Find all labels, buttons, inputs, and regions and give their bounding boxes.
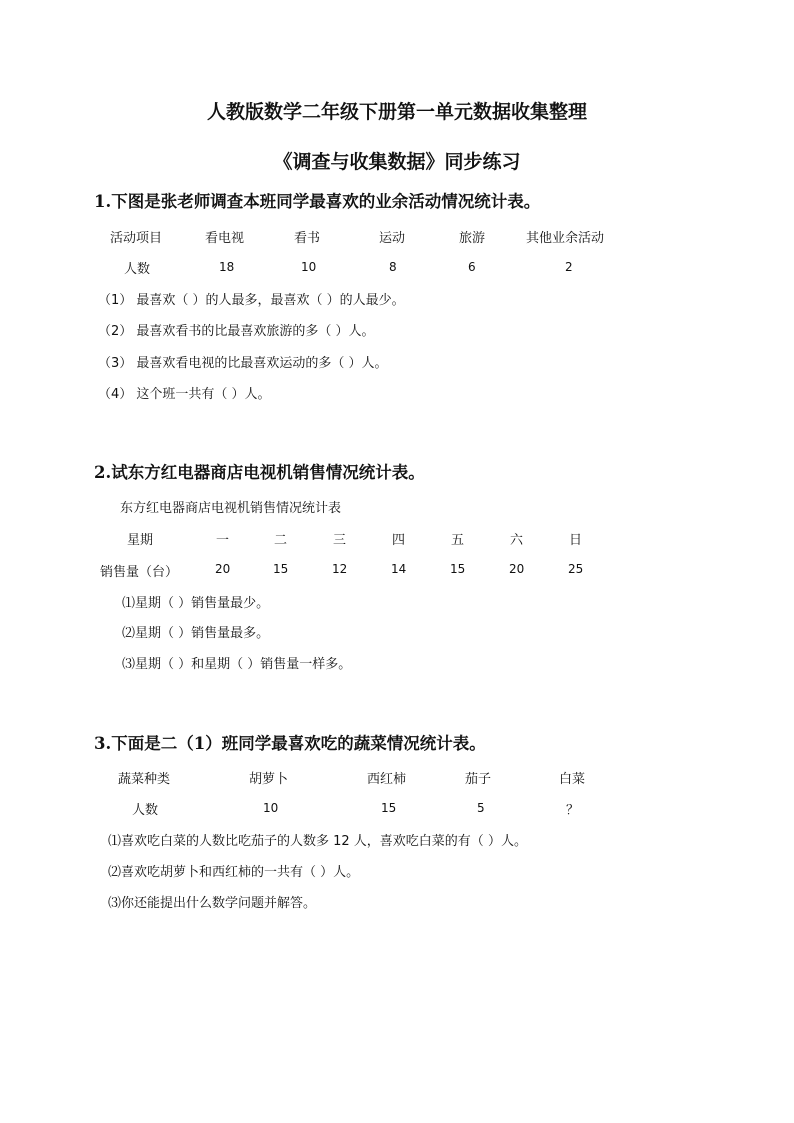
q2-header-cell: 五: [451, 533, 465, 548]
q2-item-1: ⑴星期（ ）销售量最少。: [122, 596, 270, 611]
q2-row-label: 销售量（台）: [100, 565, 179, 580]
q1-row-label: 人数: [124, 262, 151, 277]
q1-row-value: 2: [565, 260, 573, 274]
q1-row-value: 10: [301, 260, 317, 274]
q2-header-cell: 四: [392, 533, 406, 548]
q1-item-1: （1） 最喜欢（ ）的人最多，最喜欢（ ）的人最少。: [98, 293, 405, 308]
page-subtitle: 《调查与收集数据》同步练习: [273, 151, 521, 173]
q1-header-cell: 看书: [294, 231, 321, 246]
q3-header-cell: 蔬菜种类: [118, 772, 171, 787]
q2-item-3: ⑶星期（ ）和星期（ ）销售量一样多。: [122, 657, 352, 672]
q2-header-cell: 二: [274, 533, 288, 548]
q1-header-cell: 运动: [379, 231, 406, 246]
q1-row-value: 8: [389, 260, 397, 274]
q2-table-caption: 东方红电器商店电视机销售情况统计表: [120, 501, 342, 516]
q2-row-value: 20: [215, 562, 231, 576]
q3-heading: 3.下面是二（1）班同学最喜欢吃的蔬菜情况统计表。: [94, 734, 486, 753]
q2-row-value: 12: [332, 562, 348, 576]
q2-item-2: ⑵星期（ ）销售量最多。: [122, 626, 270, 641]
q1-item-2: （2） 最喜欢看书的比最喜欢旅游的多（ ）人。: [98, 324, 375, 339]
q2-header-cell: 日: [569, 533, 583, 548]
q2-row-value: 14: [391, 562, 407, 576]
q1-header-cell: 看电视: [205, 231, 245, 246]
q2-row-value: 15: [273, 562, 289, 576]
q2-row-value: 15: [450, 562, 466, 576]
q1-row-value: 18: [219, 260, 235, 274]
q1-heading: 1.下图是张老师调查本班同学最喜欢的业余活动情况统计表。: [94, 192, 541, 211]
q2-header-cell: 六: [510, 533, 524, 548]
q3-row-label: 人数: [132, 803, 159, 818]
q3-header-cell: 西红柿: [367, 772, 407, 787]
q3-item-1: ⑴喜欢吃白菜的人数比吃茄子的人数多 12 人，喜欢吃白菜的有（ ）人。: [108, 834, 527, 849]
q2-row-value: 25: [568, 562, 584, 576]
q3-header-cell: 白菜: [559, 772, 586, 787]
q1-header-cell: 旅游: [459, 231, 486, 246]
q2-heading: 2.试东方红电器商店电视机销售情况统计表。: [94, 463, 425, 482]
q3-row-value: 10: [263, 801, 279, 815]
q3-header-cell: 茄子: [465, 772, 492, 787]
q2-header-cell: 一: [216, 533, 230, 548]
q3-row-value: ？: [566, 803, 580, 818]
q3-row-value: 15: [381, 801, 397, 815]
q2-header-cell: 三: [333, 533, 347, 548]
q2-row-value: 20: [509, 562, 525, 576]
q2-header-cell: 星期: [127, 533, 154, 548]
page-title: 人教版数学二年级下册第一单元数据收集整理: [206, 101, 587, 123]
q1-header-cell: 活动项目: [110, 231, 163, 246]
q3-item-3: ⑶你还能提出什么数学问题并解答。: [108, 896, 317, 911]
q3-item-2: ⑵喜欢吃胡萝卜和西红柿的一共有（ ）人。: [108, 865, 360, 880]
q3-row-value: 5: [477, 801, 485, 815]
q3-header-cell: 胡萝卜: [249, 772, 289, 787]
q1-item-3: （3） 最喜欢看电视的比最喜欢运动的多（ ）人。: [98, 356, 388, 371]
q1-header-cell: 其他业余活动: [526, 231, 605, 246]
q1-item-4: （4） 这个班一共有（ ）人。: [98, 387, 271, 402]
q1-row-value: 6: [468, 260, 476, 274]
